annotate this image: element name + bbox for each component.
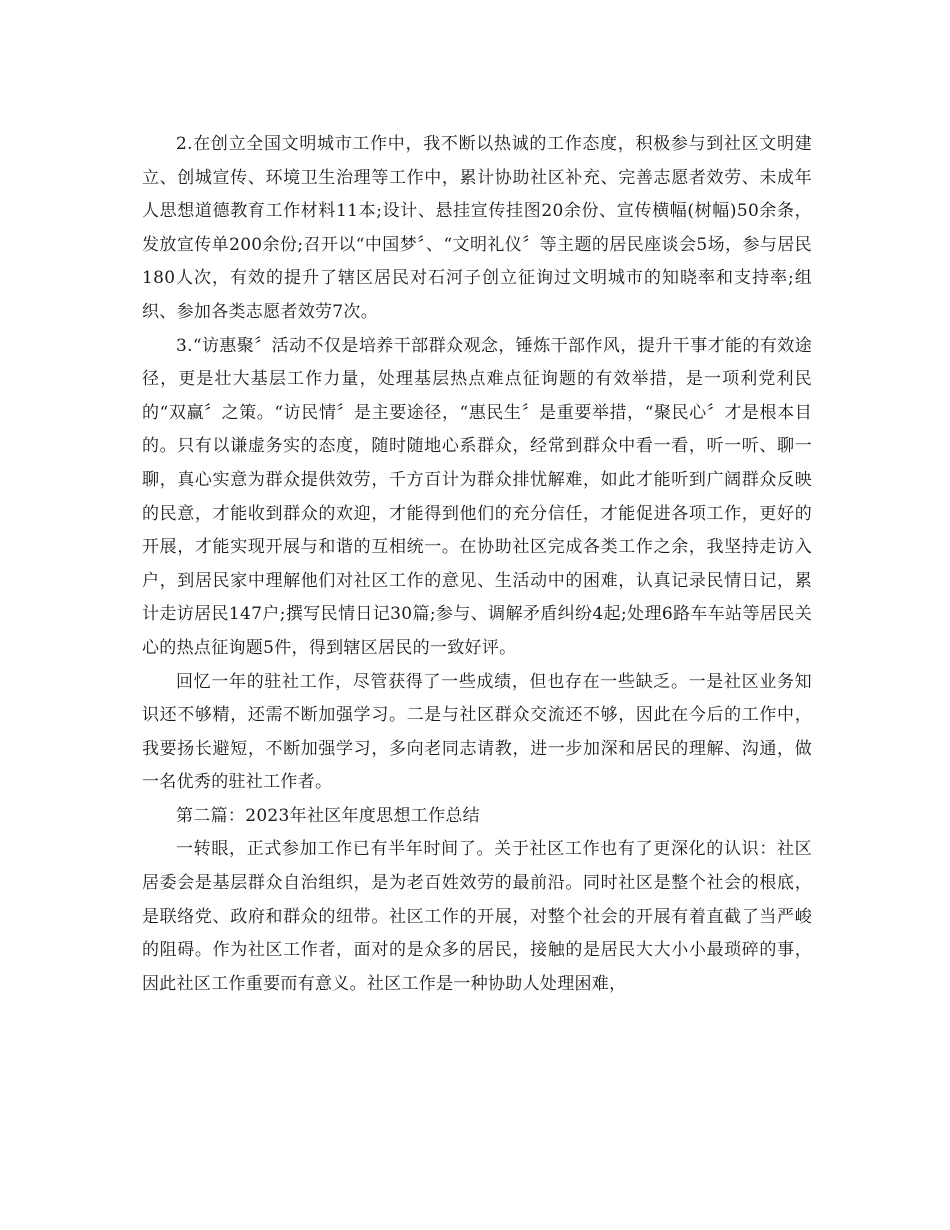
paragraph-review: 回忆一年的驻社工作，尽管获得了一些成绩，但也存在一些缺乏。一是社区业务知识还不够精，还需不断加强学习。二是与社区群众交流还不够，因此在今后的工作中，我要扬长避短，不断加强学习，多向老同志请教，进一步加深和居民的理解、沟通，做一名优秀的驻社工作者。 bbox=[142, 671, 812, 793]
section-heading: 第二篇：2023年社区年度思想工作总结 bbox=[176, 805, 480, 826]
paragraph-fanghuiju: 3.“访惠聚〞活动不仅是培养干部群众观念，锤炼干部作风，提升干事才能的有效途径，更是壮大基层工作力量，处理基层热点难点征询题的有效举措，是一项利党利民的“双赢〞之策。“访民情〞是主要途径，“惠民生〞是重要举措，“聚民心〞才是根本目的。只有以谦虚务实的态度，随时随地心系群众，经常到群众中看一看，听一听、聊一聊，真心实意为群众提供效劳，千方百计为群众排忧解难，如此才能听到广阔群众反映的民意，才能收到群众的欢迎，才能得到他们的充分信任，才能促进各项工作，更好的开展，才能实现开展与和谐的互相统一。在协助社区完成各类工作之余，我坚持走访入户，到居民家中理解他们对社区工作的意见、生活动中的困难，认真记录民情日记，累计走访居民147户;撰写民情日记30篇;参与、调解矛盾纠纷4起;处理6路车车站等居民关心的热点征询题5件，得到辖区居民的一致好评。 bbox=[142, 335, 812, 658]
document-body bbox=[142, 128, 812, 1001]
paragraph-closing: 一转眼，正式参加工作已有半年时间了。关于社区工作也有了更深化的认识：社区居委会是基层群众自治组织，是为老百姓效劳的最前沿。同时社区是整个社会的根底，是联络党、政府和群众的纽带。社区工作的开展，对整个社会的开展有着直截了当严峻的阻碍。作为社区工作者，面对的是众多的居民，接触的是居民大大小小最琐碎的事，因此社区工作重要而有意义。社区工作是一种协助人处理困难， bbox=[142, 839, 812, 994]
paragraph-civilized-city: 2.在创立全国文明城市工作中，我不断以热诚的工作态度，积极参与到社区文明建立、创城宣传、环境卫生治理等工作中，累计协助社区补充、完善志愿者效劳、未成年人思想道德教育工作材料11本;设计、悬挂宣传挂图20余份、宣传横幅(树幅)50余条，发放宣传单200余份;召开以“中国梦〞、“文明礼仪〞等主题的居民座谈会5场，参与居民180人次，有效的提升了辖区居民对石河子创立征询过文明城市的知晓率和支持率;组织、参加各类志愿者效劳7次。 bbox=[142, 134, 812, 322]
